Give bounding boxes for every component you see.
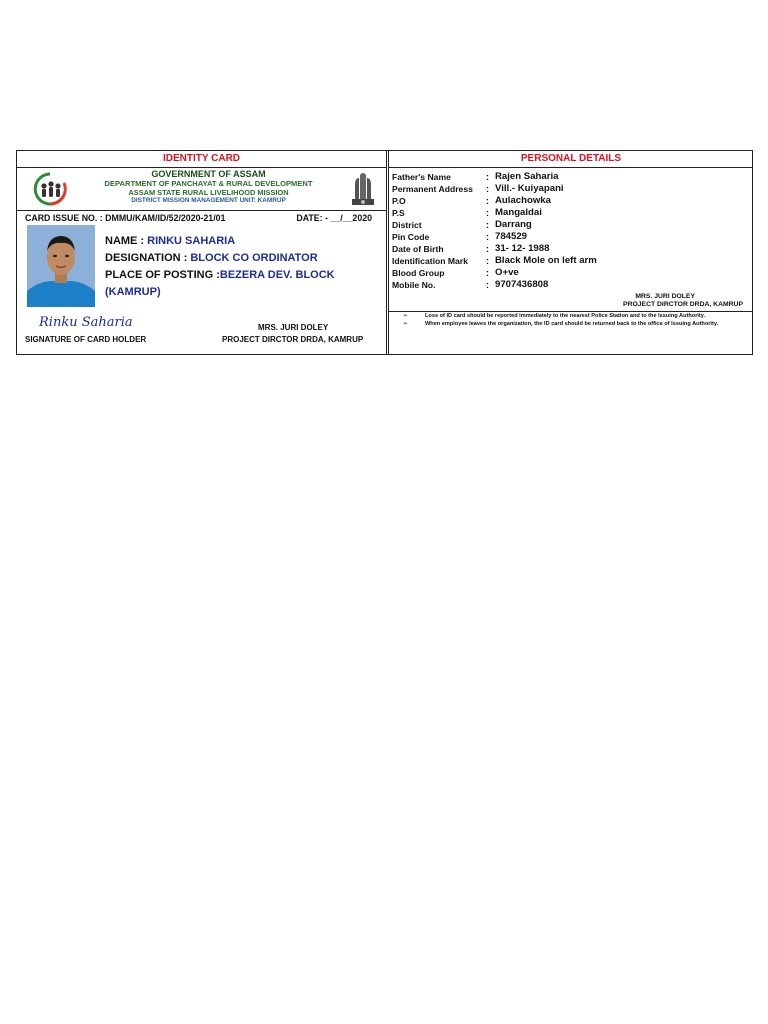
personal-details-header: PERSONAL DETAILS <box>389 151 753 168</box>
personal-detail-row <box>392 195 597 207</box>
detail-separator: : <box>486 196 489 206</box>
detail-label: Date of Birth <box>392 244 444 254</box>
card-issue-number: CARD ISSUE NO. : DMMU/KAM/ID/52/2020-21/01 <box>25 213 226 223</box>
detail-value: Mangaldai <box>495 207 542 218</box>
designation-label: DESIGNATION : <box>105 252 191 264</box>
personal-detail-row <box>392 219 597 231</box>
personal-detail-row <box>392 171 597 183</box>
org-department: DEPARTMENT OF PANCHAYAT & RURAL DEVELOPMENT <box>104 179 313 188</box>
personal-detail-row <box>392 267 597 279</box>
personal-details-table <box>392 171 597 291</box>
designation-value: BLOCK CO ORDINATOR <box>190 252 318 264</box>
card-issue-row <box>17 211 386 225</box>
name-row <box>105 233 386 250</box>
issue-date: DATE: - __/__2020 <box>296 213 372 223</box>
posting-value: BEZERA DEV. BLOCK (KAMRUP) <box>105 269 335 298</box>
detail-value: Black Mole on left arm <box>495 255 597 266</box>
detail-label: P.O <box>392 196 406 206</box>
note-text: When employee leaves the organization, the ID card should be returned back to the office of Issuing Authority. <box>425 321 719 327</box>
detail-value: O+ve <box>495 267 519 278</box>
note-item <box>393 321 747 328</box>
detail-value: Vill.- Kuiyapani <box>495 183 564 194</box>
org-unit: DISTRICT MISSION MANAGEMENT UNIT: KAMRUP <box>131 197 286 204</box>
notes-divider <box>389 311 753 312</box>
identity-card <box>16 150 753 355</box>
detail-label: Blood Group <box>392 268 445 278</box>
org-banner <box>17 168 386 211</box>
name-value: RINKU SAHARIA <box>147 235 236 247</box>
personal-detail-row <box>392 243 597 255</box>
detail-separator: : <box>486 184 489 194</box>
detail-separator: : <box>486 256 489 266</box>
detail-separator: : <box>486 244 489 254</box>
authority-title: PROJECT DIRCTOR DRDA, KAMRUP <box>222 335 364 344</box>
identity-card-front <box>17 151 387 354</box>
arrow-bullet-icon: ➢ <box>403 321 408 327</box>
name-label: NAME : <box>105 235 148 247</box>
detail-separator: : <box>486 220 489 230</box>
posting-row <box>105 267 386 301</box>
identity-card-back <box>388 151 753 354</box>
signature-label: SIGNATURE OF CARD HOLDER <box>25 335 147 344</box>
org-title-block <box>75 170 342 204</box>
detail-value: 31- 12- 1988 <box>495 243 550 254</box>
pd-authority-name: MRS. JURI DOLEY <box>635 293 695 300</box>
designation-row <box>105 250 386 267</box>
authority-name: MRS. JURI DOLEY <box>258 323 329 332</box>
pd-authority-title: PROJECT DIRCTOR DRDA, KAMRUP <box>623 301 743 308</box>
detail-separator: : <box>486 268 489 278</box>
detail-value: Aulachowka <box>495 195 551 206</box>
detail-label: Pin Code <box>392 232 430 242</box>
detail-separator: : <box>486 208 489 218</box>
note-text: Loss of ID card should be reported immediately to the nearest Police Station and to the Issuing Authority. <box>425 313 706 319</box>
detail-label: Father's Name <box>392 172 451 182</box>
personal-detail-row <box>392 183 597 195</box>
detail-value: Rajen Saharia <box>495 171 559 182</box>
asrlm-logo-icon <box>31 171 69 207</box>
personal-detail-row <box>392 207 597 219</box>
personal-detail-row <box>392 279 597 291</box>
detail-label: Identification Mark <box>392 256 468 266</box>
personal-detail-row <box>392 255 597 267</box>
detail-label: District <box>392 220 422 230</box>
detail-label: Permanent Address <box>392 184 473 194</box>
personal-detail-row <box>392 231 597 243</box>
detail-value: Darrang <box>495 219 532 230</box>
org-mission: ASSAM STATE RURAL LIVELIHOOD MISSION <box>128 188 289 197</box>
card-holder-photo <box>27 225 95 307</box>
card-holder-fields <box>105 233 386 301</box>
arrow-bullet-icon: ➢ <box>403 313 408 319</box>
national-emblem-icon <box>346 169 380 209</box>
note-item <box>393 313 747 320</box>
detail-separator: : <box>486 172 489 182</box>
posting-label: PLACE OF POSTING : <box>105 269 220 281</box>
detail-separator: : <box>486 280 489 290</box>
detail-value: 9707436808 <box>495 279 549 290</box>
card-holder-signature: Rinku Saharia <box>39 315 133 330</box>
org-government: GOVERNMENT OF ASSAM <box>151 169 266 179</box>
detail-label: Mobile No. <box>392 280 436 290</box>
notes-list <box>393 313 747 329</box>
detail-label: P.S <box>392 208 405 218</box>
detail-value: 784529 <box>495 231 528 242</box>
detail-separator: : <box>486 232 489 242</box>
identity-card-header: IDENTITY CARD <box>17 151 386 168</box>
